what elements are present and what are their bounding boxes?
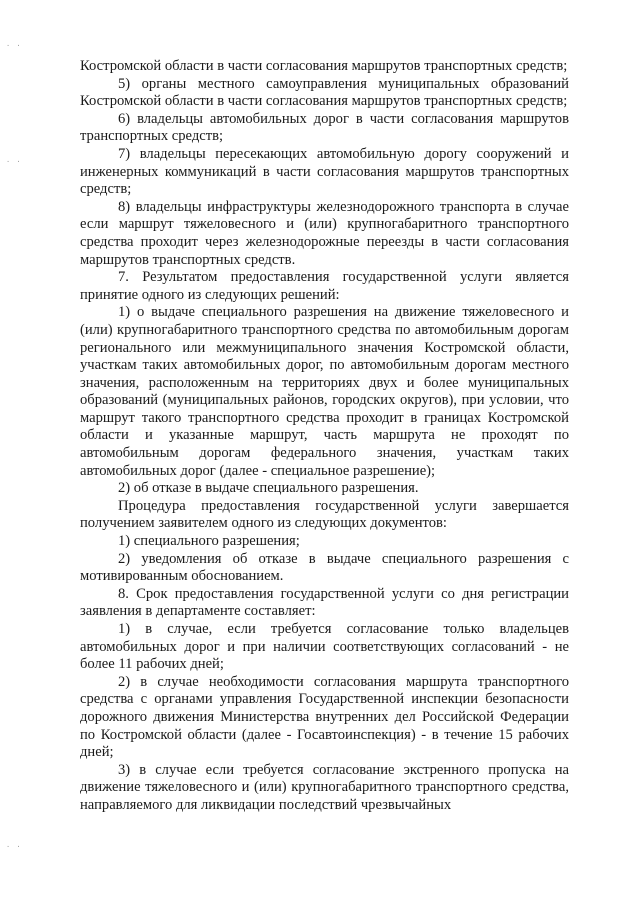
document-body (80, 58, 569, 815)
paragraph: 1) в случае, если требуется согласование только владельцев автомобильных дорог и при наличии соответствующих согласований - не более 11 рабочих дней; (80, 621, 569, 673)
paragraph: 1) специального разрешения; (118, 533, 300, 550)
paragraph: 2) уведомления об отказе в выдаче специального разрешения с мотивированным обоснованием. (80, 550, 569, 585)
scan-speck: · · (6, 158, 22, 166)
scan-speck: · · (6, 843, 22, 851)
scan-speck: · · (6, 42, 22, 50)
paragraph: 7. Результатом предоставления государственной услуги является принятие одного из следующих решений: (80, 269, 569, 303)
paragraph: 2) об отказе в выдаче специального разрешения. (118, 480, 419, 497)
paragraph: Костромской области в части согласования маршрутов транспортных средств; (80, 58, 568, 74)
paragraph: Процедура предоставления государственной услуги завершается получением заявителем одного из следующих документов: (80, 497, 569, 532)
paragraph: 5) органы местного самоуправления муниципальных образований Костромской области в части согласования маршрутов транспортных средств; (80, 75, 569, 110)
paragraph: 8. Срок предоставления государственной услуги со дня регистрации заявления в департаменте составляет: (80, 585, 569, 620)
paragraph: 1) о выдаче специального разрешения на движение тяжеловесного и (или) крупногабаритного транспортного средства по автомобильным дорогам регионального или межмуниципального значения Костромской области, участкам таких автомобильных дорог, по автомобильным дорогам местного значения, расположенным на территориях двух и более муниципальных образований (муниципальных районов, городских округов), при условии, что маршрут такого транспортного средства проходит в границах Костромской области и указанные маршрут, часть маршрута не проходят по автомобильным дорогам федерального значения, участкам таких автомобильных дорог (далее - специальное разрешение); (80, 304, 569, 479)
paragraph: 6) владельцы автомобильных дорог в части согласования маршрутов транспортных средств; (80, 110, 569, 145)
paragraph: 3) в случае если требуется согласование экстренного пропуска на движение тяжеловесного и (или) крупногабаритного транспортного средства, направляемого для ликвидации последствий чрезвычайных (80, 761, 569, 813)
paragraph: 7) владельцы пересекающих автомобильную дорогу сооружений и инженерных коммуникаций в части согласования маршрутов транспортных средств; (80, 145, 569, 198)
paragraph: 2) в случае необходимости согласования маршрута транспортного средства с органами управления Государственной инспекции безопасности дорожного движения Министерства внутренних дел Российской Федерации по Костромской области (далее - Госавтоинспекция) - в течение 15 рабочих дней; (80, 673, 569, 761)
paragraph: 8) владельцы инфраструктуры железнодорожного транспорта в случае если маршрут тяжеловесного и (или) крупногабаритного транспортного средства проходит через железнодорожные переезды в части согласования маршрутов транспортных средств. (80, 198, 569, 268)
